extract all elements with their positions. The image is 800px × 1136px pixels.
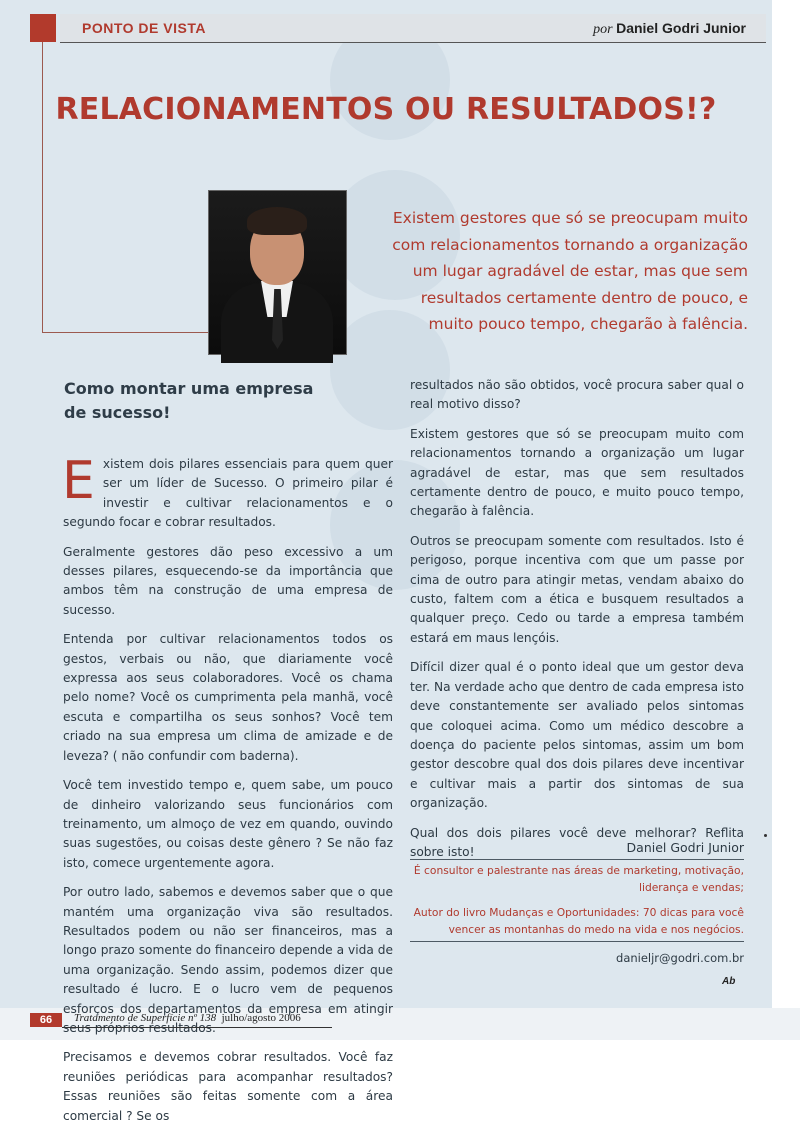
footer-publication-line xyxy=(74,1012,301,1024)
bio-rule xyxy=(410,941,744,942)
paragraph: Qual dos dois pilares você deve melhorar? Reflita sobre isto! xyxy=(410,825,744,859)
drop-cap: E xyxy=(62,451,95,511)
paragraph: Por outro lado, sabemos e devemos saber que o que mantém uma organização viva são resultados. Resultados podem ou não ser financeiros, mas a longo prazo somente do financeiro depende a vida de uma organização. Sendo assim, podemos dizer que resultado é lucro. E o lucro vem de pequenos esforços dos departamentos da empresa em atingir xyxy=(63,885,393,1016)
section-marker xyxy=(30,14,56,42)
frame-line-bottom xyxy=(42,332,208,333)
footer-rule xyxy=(62,1027,332,1028)
paragraph xyxy=(62,451,393,533)
byline-prefix: por xyxy=(593,22,613,37)
author-bio-1: É consultor e palestrante nas áreas de marketing, motivação, liderança e vendas; xyxy=(413,864,744,894)
section-header xyxy=(60,14,766,43)
frame-line-left xyxy=(42,42,43,332)
page-number: 66 xyxy=(30,1013,62,1027)
left-column xyxy=(62,451,393,1136)
photo-hair xyxy=(247,207,307,235)
stray-dot xyxy=(764,834,767,837)
section-label: PONTO DE VISTA xyxy=(82,20,206,36)
publication-name: Tratamento de Superfície nº 138 xyxy=(74,1012,217,1024)
paragraph: Entenda por cultivar relacionamentos todos os gestos, verbais ou não, que diariamente você expressa aos seus colaboradores. Você os chama pelo nome? Você os cumprimenta pela manhã, você escuta e compartilha os seus sonhos? Você tem criado na sua empresa um clima de amizade e de leveza? ( não confundir com baderna). xyxy=(63,632,393,763)
byline-author: Daniel Godri Junior xyxy=(616,20,746,36)
paragraph: Existem gestores que só se preocupam muito com relacionamentos tornando a organização um lugar agradável de estar, mas que sem resultados certamente dentro de pouco, e muito pouco tempo, chegarão à falência. xyxy=(410,426,744,519)
byline xyxy=(593,20,746,38)
right-column xyxy=(410,376,744,872)
author-photo xyxy=(208,190,347,355)
intro-quote: Existem gestores que só se preocupam muito com relacionamentos tornando a organização um lugar agradável de estar, mas que sem resultados certamente dentro de pouco, e muito pouco tempo, chegarão à falência. xyxy=(392,209,748,333)
issue-date: julho/agosto 2006 xyxy=(221,1012,301,1024)
signature-name: Daniel Godri Junior xyxy=(626,840,744,855)
first-paragraph-text: xistem dois pilares essenciais para quem quer ser um líder de Sucesso. O primeiro pilar é investir e cultivar relacionamentos e o segundo focar e cobrar resultados. xyxy=(63,457,393,530)
author-bio-2: Autor do livro Mudanças e Oportunidades: 70 dicas para você vencer as montanhas do medo na vida e nos negócios. xyxy=(413,906,744,936)
signature-rule xyxy=(410,859,744,860)
article-subhead: Como montar uma empresa de sucesso! xyxy=(64,379,314,422)
designer-mark: Ab xyxy=(722,976,736,987)
paragraph: Outros se preocupam somente com resultados. Isto é perigoso, porque incentiva com que um passe por cima de outro para atingir metas, vendam abaixo do custo, faltem com a ética e busquem resultados a qualquer preço. Cedo ou tarde a empresa também estará em maus lençóis. xyxy=(410,533,744,645)
paragraph: resultados não são obtidos, você procura saber qual o real motivo disso? xyxy=(410,378,744,412)
paragraph: Você tem investido tempo e, quem sabe, um pouco de dinheiro valorizando seus funcionários com treinamento, um almoço de vez em quando, ouvindo suas sugestões, ou coisas deste gênero ? Se não faz isto, comece urgentemente agora. xyxy=(63,778,393,870)
paragraph: Difícil dizer qual é o ponto ideal que um gestor deva ter. Na verdade acho que dentro de cada empresa isto deve constantemente ser avaliado pelos sintomas que coloquei acima. Como um médico descobre a doença do paciente pelos sintomas, assim um bom gestor descobre qual dos dois pilares deve incentivar e cultivar mais a partir dos sintomas de sua organização. xyxy=(410,660,744,811)
article-title: RELACIONAMENTOS OU RESULTADOS!? xyxy=(55,92,717,127)
paragraph: Geralmente gestores dão peso excessivo a um desses pilares, esquecendo-se da importância que ambos têm na construção de uma empresa de sucesso. xyxy=(63,544,393,617)
page-edge-right xyxy=(772,0,800,1066)
author-email: danieljr@godri.com.br xyxy=(616,951,744,965)
paragraph: Precisamos e devemos cobrar resultados. Você faz reuniões periódicas para acompanhar resultados? Essas reuniões são feitas somente com a área comercial ? Se os xyxy=(63,1050,393,1123)
